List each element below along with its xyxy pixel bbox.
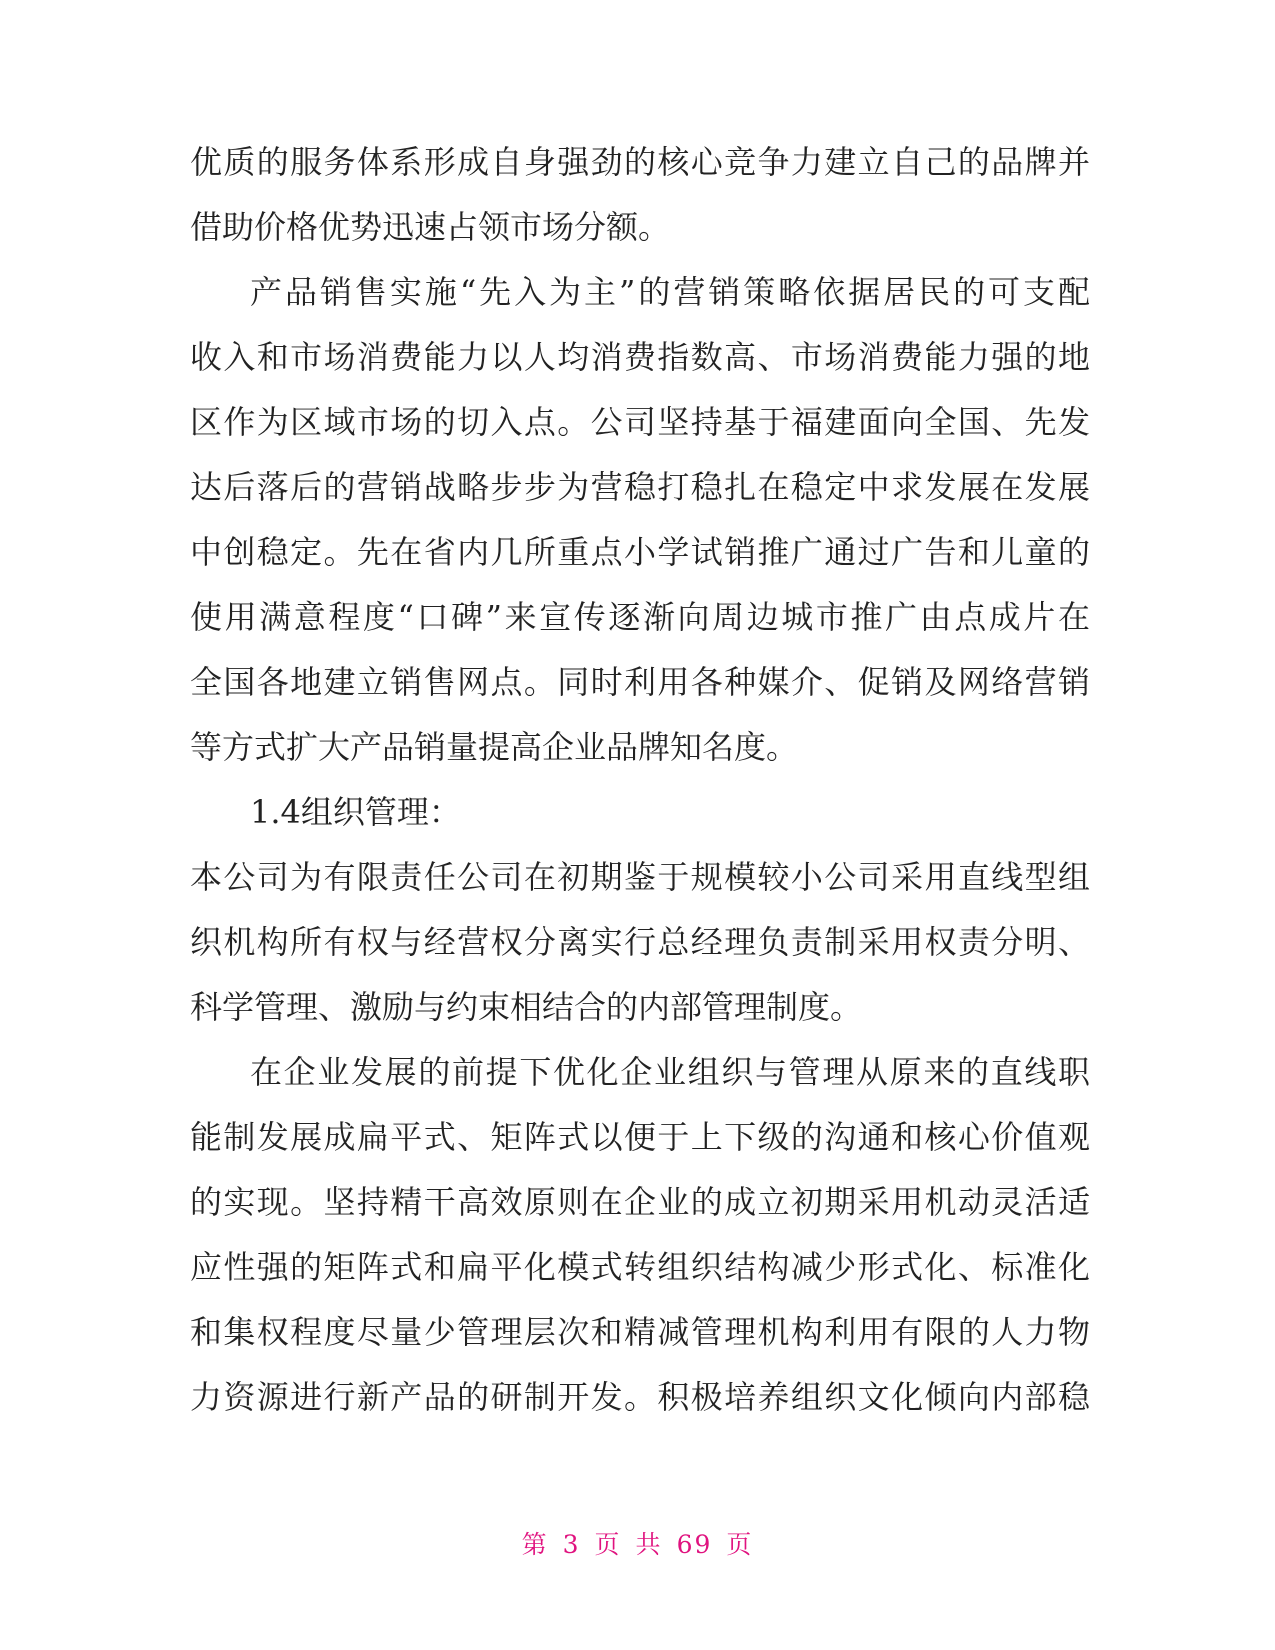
text-line: 收入和市场消费能力以人均消费指数高、市场消费能力强的地 [190, 338, 1090, 376]
text-line: 全国各地建立销售网点。同时利用各种媒介、促销及网络营销 [190, 663, 1090, 701]
section-heading: 1.4组织管理： [250, 793, 461, 831]
footer-di: 第 [521, 1530, 549, 1559]
text-line: 优质的服务体系形成自身强劲的核心竞争力建立自己的品牌并 [190, 143, 1090, 181]
page-footer [0, 1525, 1275, 1561]
footer-total-pages: 69 [676, 1530, 713, 1559]
text-line: 使用满意程度“口碑”来宣传逐渐向周边城市推广由点成片在 [190, 598, 1090, 636]
text-line: 应性强的矩阵式和扁平化模式转组织结构减少形式化、标准化 [190, 1248, 1090, 1286]
text-line: 和集权程度尽量少管理层次和精减管理机构利用有限的人力物 [190, 1313, 1090, 1351]
footer-ye: 页 [594, 1530, 622, 1559]
text-line: 在企业发展的前提下优化企业组织与管理从原来的直线职 [250, 1053, 1090, 1091]
text-line: 织机构所有权与经营权分离实行总经理负责制采用权责分明、 [190, 923, 1090, 961]
text-line: 产品销售实施“先入为主”的营销策略依据居民的可支配 [250, 273, 1090, 311]
text-line: 区作为区域市场的切入点。公司坚持基于福建面向全国、先发 [190, 403, 1090, 441]
text-line: 本公司为有限责任公司在初期鉴于规模较小公司采用直线型组 [190, 858, 1090, 896]
text-line: 借助价格优势迅速占领市场分额。 [190, 208, 671, 246]
footer-page-number: 3 [562, 1530, 581, 1559]
footer-gong: 共 [635, 1530, 663, 1559]
text-line: 中创稳定。先在省内几所重点小学试销推广通过广告和儿童的 [190, 533, 1090, 571]
text-line: 能制发展成扁平式、矩阵式以便于上下级的沟通和核心价值观 [190, 1118, 1090, 1156]
text-line: 力资源进行新产品的研制开发。积极培养组织文化倾向内部稳 [190, 1378, 1090, 1416]
text-line: 达后落后的营销战略步步为营稳打稳扎在稳定中求发展在发展 [190, 468, 1090, 506]
text-line: 的实现。坚持精干高效原则在企业的成立初期采用机动灵活适 [190, 1183, 1090, 1221]
text-line: 科学管理、激励与约束相结合的内部管理制度。 [190, 988, 863, 1026]
text-line: 等方式扩大产品销量提高企业品牌知名度。 [190, 728, 799, 766]
footer-ye-2: 页 [726, 1530, 754, 1559]
